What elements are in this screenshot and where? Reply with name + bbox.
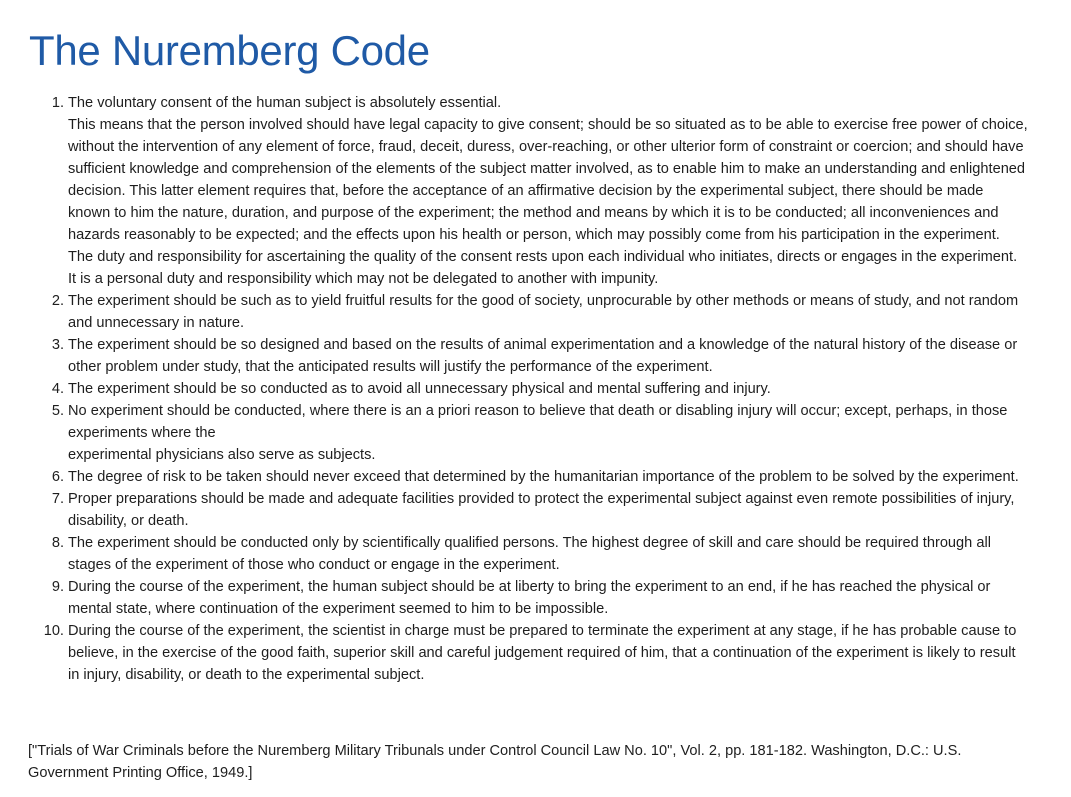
list-item <box>51 466 1028 488</box>
item-text: The voluntary consent of the human subject is absolutely essential. <box>68 95 502 111</box>
item-number: 9. <box>51 579 64 595</box>
item-text: The experiment should be such as to yield fruitful results for the good of society, unprocurable by other methods or means of study, and not random and unnecessary in nature. <box>68 293 1019 331</box>
item-text: During the course of the experiment, the scientist in charge must be prepared to terminate the experiment at any stage, if he has probable cause to believe, in the exercise of the good faith, superior skill and careful judgement required of him, that a continuation of the experiment is likely to result in injury, disability, or death to the experimental subject. <box>68 623 1017 683</box>
item-number: 6. <box>51 469 64 485</box>
item-number: 4. <box>51 381 64 397</box>
item-number: 2. <box>51 293 64 309</box>
list-item <box>51 576 1028 620</box>
page-title: The Nuremberg Code <box>29 27 430 74</box>
list-item <box>51 290 1028 334</box>
list-item <box>51 532 1028 576</box>
item-text: This means that the person involved should have legal capacity to give consent; should be so situated as to be able to exercise free power of choice, without the intervention of any element of force, fraud, deceit, duress, over-reaching, or other ulterior form of constraint or coercion; and should have sufficient knowledge and comprehension of the elements of the subject matter involved, as to enable him to make an understanding and enlightened decision. This latter element requires that, before the acceptance of an affirmative decision by the experimental subject, there should be made known to him the nature, duration, and purpose of the experiment; the method and means by which it is to be conducted; all inconveniences and hazards reasonably to be expected; and the effects upon his health or person, which may possibly come from his participation in the experiment. <box>68 117 1028 243</box>
item-text: No experiment should be conducted, where there is an a priori reason to believe that death or disabling injury will occur; except, perhaps, in those experiments where the <box>68 403 1008 441</box>
list-item <box>51 92 1028 290</box>
item-number: 10. <box>43 623 64 639</box>
list-item <box>51 334 1028 378</box>
item-text: The experiment should be so designed and based on the results of animal experimentation and a knowledge of the natural history of the disease or other problem under study, that the anticipated results will justify the performance of the experiment. <box>68 337 1018 375</box>
item-number: 7. <box>51 491 64 507</box>
item-text: experimental physicians also serve as subjects. <box>68 447 376 463</box>
item-text: Proper preparations should be made and adequate facilities provided to protect the experimental subject against even remote possibilities of injury, disability, or death. <box>68 491 1015 529</box>
item-text: The degree of risk to be taken should never exceed that determined by the humanitarian importance of the problem to be solved by the experiment. <box>68 469 1019 485</box>
list-item <box>51 400 1028 466</box>
citation: ["Trials of War Criminals before the Nuremberg Military Tribunals under Control Council Law No. 10", Vol. 2, pp. 181-182. Washington, D.C.: U.S. Government Printing Office, 1949.] <box>28 743 962 781</box>
list-item <box>43 620 1028 686</box>
item-number: 5. <box>51 403 64 419</box>
item-text: The experiment should be conducted only by scientifically qualified persons. The highest degree of skill and care should be required through all stages of the experiment of those who conduct or engage in the experiment. <box>68 535 991 573</box>
item-number: 8. <box>51 535 64 551</box>
item-text: The experiment should be so conducted as to avoid all unnecessary physical and mental suffering and injury. <box>68 381 771 397</box>
item-number: 1. <box>51 95 64 111</box>
list-item <box>51 488 1028 532</box>
item-number: 3. <box>51 337 64 353</box>
principles-list <box>43 92 1028 686</box>
item-text: The duty and responsibility for ascertaining the quality of the consent rests upon each individual who initiates, directs or engages in the experiment. It is a personal duty and responsibility which may not be delegated to another with impunity. <box>68 249 1018 287</box>
item-text: During the course of the experiment, the human subject should be at liberty to bring the experiment to an end, if he has reached the physical or mental state, where continuation of the experiment seemed to him to be impossible. <box>68 579 991 617</box>
list-item <box>51 378 1028 400</box>
